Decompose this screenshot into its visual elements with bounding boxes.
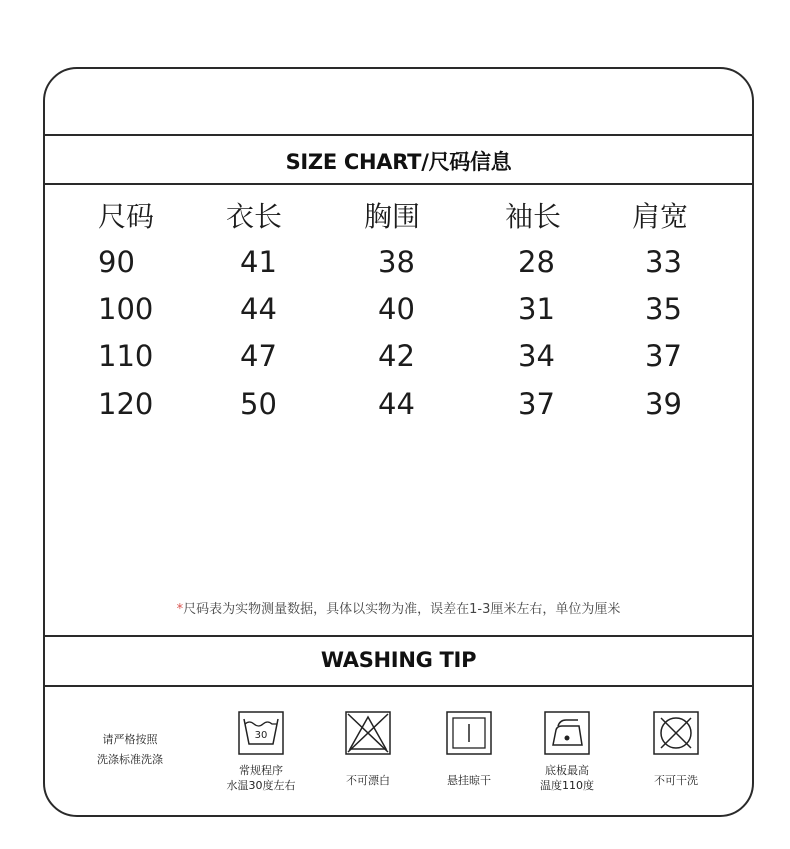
cell-shoulder: 35 bbox=[645, 292, 682, 326]
cell-shoulder: 39 bbox=[645, 387, 682, 421]
iron-icon bbox=[544, 711, 590, 755]
cell-length: 50 bbox=[240, 387, 277, 421]
wash-label bbox=[424, 773, 514, 788]
cell-shoulder: 33 bbox=[645, 245, 682, 279]
wash-label bbox=[323, 773, 413, 788]
cell-shoulder: 37 bbox=[645, 339, 682, 373]
wash-temp-badge: 30 bbox=[254, 730, 268, 741]
note-star: * bbox=[176, 602, 184, 617]
cell-chest: 40 bbox=[378, 292, 415, 326]
wash-label-line: 不可干洗 bbox=[654, 774, 698, 787]
divider bbox=[43, 134, 754, 136]
header-length: 衣长 bbox=[226, 200, 283, 233]
table-header-row bbox=[70, 195, 730, 239]
table-row bbox=[70, 292, 730, 336]
wash-instruction bbox=[323, 711, 413, 788]
wash-label bbox=[631, 773, 721, 788]
cell-chest: 44 bbox=[378, 387, 415, 421]
cell-size: 100 bbox=[98, 292, 154, 326]
washing-title: WASHING TIP bbox=[320, 648, 477, 672]
wash-30-icon bbox=[238, 711, 284, 755]
wash-label bbox=[216, 763, 306, 793]
size-note bbox=[43, 598, 754, 617]
note-text: 尺码表为实物测量数据，具体以实物为准，误差在1-3厘米左右，单位为厘米 bbox=[183, 602, 621, 617]
divider bbox=[43, 685, 754, 687]
no-bleach-icon bbox=[345, 711, 391, 755]
washing-intro-line: 请严格按照 bbox=[102, 733, 158, 746]
size-chart-title: SIZE CHART/尺码信息 bbox=[285, 150, 512, 174]
size-chart-card bbox=[43, 67, 754, 817]
hang-dry-icon bbox=[446, 711, 492, 755]
header-chest: 胸围 bbox=[364, 200, 421, 233]
cell-chest: 42 bbox=[378, 339, 415, 373]
wash-instruction bbox=[631, 711, 721, 788]
wash-label-line: 水温30度左右 bbox=[226, 779, 296, 792]
wash-label-line: 温度110度 bbox=[540, 779, 594, 792]
wash-label-line: 常规程序 bbox=[239, 764, 283, 777]
no-dry-clean-icon bbox=[653, 711, 699, 755]
cell-chest: 38 bbox=[378, 245, 415, 279]
wash-instruction bbox=[216, 711, 306, 793]
header-sleeve: 袖长 bbox=[505, 200, 562, 233]
cell-sleeve: 34 bbox=[518, 339, 555, 373]
wash-label bbox=[522, 763, 612, 793]
wash-label-line: 不可漂白 bbox=[346, 774, 390, 787]
header-shoulder: 肩宽 bbox=[632, 200, 689, 233]
cell-size: 120 bbox=[98, 387, 154, 421]
cell-length: 44 bbox=[240, 292, 277, 326]
divider bbox=[43, 183, 754, 185]
divider bbox=[43, 635, 754, 637]
cell-size: 110 bbox=[98, 339, 154, 373]
wash-label-line: 悬挂晾干 bbox=[447, 774, 491, 787]
table-row bbox=[70, 339, 730, 383]
cell-sleeve: 31 bbox=[518, 292, 555, 326]
washing-intro-line: 洗涤标准洗涤 bbox=[97, 753, 163, 766]
wash-instruction bbox=[424, 711, 514, 788]
washing-intro bbox=[70, 730, 190, 770]
cell-sleeve: 37 bbox=[518, 387, 555, 421]
cell-length: 47 bbox=[240, 339, 277, 373]
cell-sleeve: 28 bbox=[518, 245, 555, 279]
wash-label-line: 底板最高 bbox=[545, 764, 589, 777]
wash-instruction bbox=[522, 711, 612, 793]
table-row bbox=[70, 245, 730, 289]
cell-length: 41 bbox=[240, 245, 277, 279]
table-row bbox=[70, 387, 730, 431]
cell-size: 90 bbox=[98, 245, 135, 279]
header-size: 尺码 bbox=[98, 200, 155, 233]
